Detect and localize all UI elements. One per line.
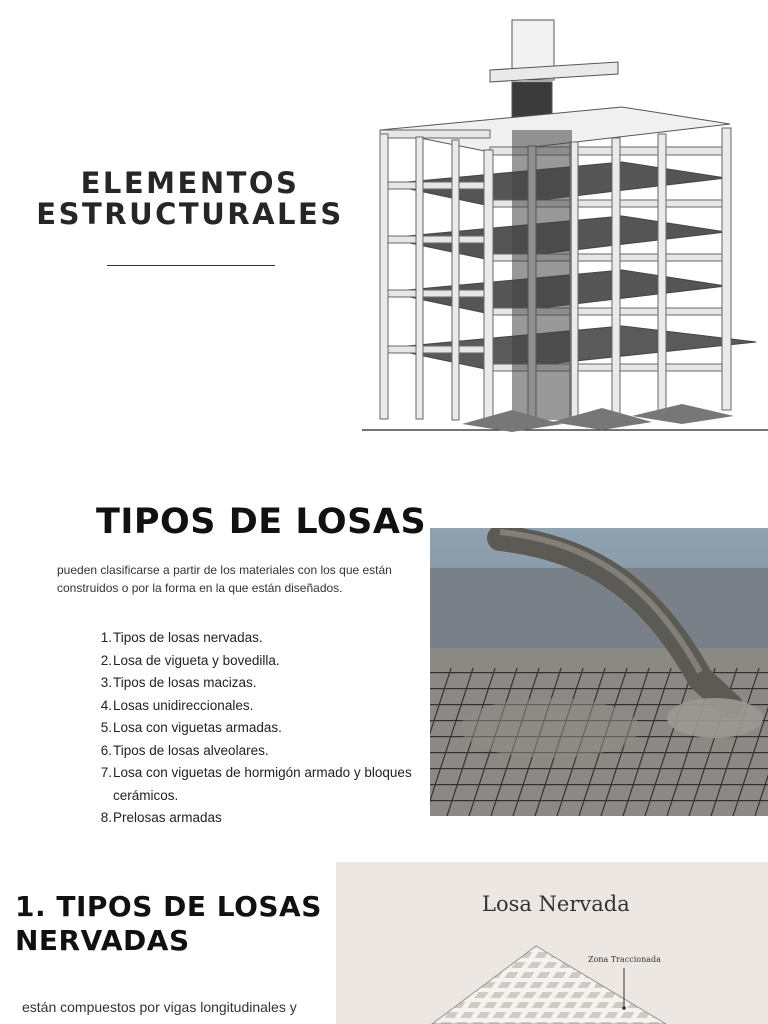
- list-item: 6. Tipos de losas alveolares.: [100, 742, 269, 758]
- losas-list: [98, 627, 418, 830]
- cover-title: [10, 168, 370, 230]
- building-structure-image: [362, 12, 768, 432]
- list-item: 7. Losa con viguetas de hormigón armado y bloques cerámicos.: [100, 765, 412, 803]
- list-item: 8. Prelosas armadas: [100, 810, 222, 825]
- list-item: 2. Losa de vigueta y bovedilla.: [100, 652, 280, 668]
- list-item: 5. Losa con viguetas armadas.: [100, 720, 282, 735]
- diagram-label: Zona Traccionada: [588, 955, 661, 964]
- diagram-title: Losa Nervada: [482, 892, 630, 916]
- section-body-text: están compuestos por vigas longitudinales y: [22, 999, 297, 1015]
- list-item: 3. Tipos de losas macizas.: [100, 675, 257, 690]
- intro-paragraph: pueden clasificarse a partir de los materiales con los que están construidos o por la forma en la que están diseñados.: [57, 563, 392, 595]
- title-divider: [107, 265, 275, 266]
- list-item: 1. Tipos de losas nervadas.: [100, 630, 263, 645]
- cover-title-line2: ESTRUCTURALES: [36, 197, 344, 231]
- waffle-slab-drawing: [336, 940, 768, 1024]
- list-item: 4. Losas unidireccionales.: [100, 697, 254, 713]
- concrete-pouring-photo: [430, 528, 768, 816]
- cover-title-line1: ELEMENTOS: [80, 166, 300, 200]
- section-heading-tipos-de-losas: TIPOS DE LOSAS: [96, 502, 427, 542]
- section-heading-losas-nervadas: 1. TIPOS DE LOSAS NERVADAS: [15, 890, 322, 957]
